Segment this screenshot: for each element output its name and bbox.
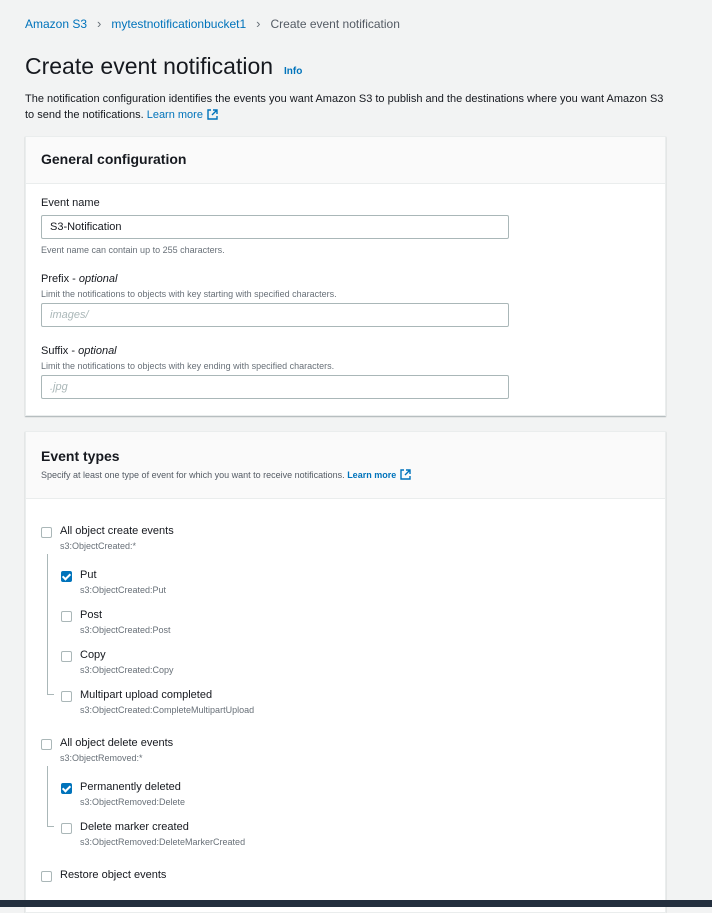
info-link[interactable]: Info bbox=[284, 66, 303, 77]
description-text: The notification configuration identifies the events you want Amazon S3 to publish and the destinations where you want Amazon S3 to send the notifications. bbox=[25, 93, 664, 121]
general-configuration-title: General configuration bbox=[41, 151, 187, 167]
restore-object-checkbox[interactable] bbox=[41, 871, 52, 882]
prefix-input[interactable]: images/ bbox=[41, 303, 509, 327]
all-object-create-label: All object create events bbox=[60, 525, 174, 537]
suffix-label: Suffix - optional bbox=[41, 345, 117, 357]
event-types-title: Event types bbox=[41, 448, 120, 464]
learn-more-link[interactable] bbox=[147, 109, 218, 121]
chevron-right-icon: › bbox=[97, 16, 102, 31]
multipart-upload-checkbox[interactable] bbox=[61, 691, 72, 702]
put-checkbox[interactable] bbox=[61, 571, 72, 582]
all-object-create-checkbox[interactable] bbox=[41, 527, 52, 538]
event-name-hint: Event name can contain up to 255 characters. bbox=[41, 245, 225, 255]
breadcrumb bbox=[25, 16, 400, 31]
panel-header bbox=[26, 432, 665, 499]
delete-marker-checkbox[interactable] bbox=[61, 823, 72, 834]
tree-line bbox=[47, 766, 48, 826]
post-label: Post bbox=[80, 609, 103, 621]
suffix-hint: Limit the notifications to objects with key ending with specified characters. bbox=[41, 361, 335, 371]
restore-object-label: Restore object events bbox=[60, 869, 167, 881]
event-types-panel bbox=[25, 431, 666, 913]
suffix-input[interactable]: .jpg bbox=[41, 375, 509, 399]
delete-marker-code: s3:ObjectRemoved:DeleteMarkerCreated bbox=[80, 837, 246, 847]
copy-label: Copy bbox=[80, 649, 106, 661]
permanently-deleted-checkbox[interactable] bbox=[61, 783, 72, 794]
all-object-delete-code: s3:ObjectRemoved:* bbox=[60, 753, 143, 763]
event-types-subtitle-text: Specify at least one type of event for which you want to receive notifications. bbox=[41, 470, 345, 480]
copy-checkbox[interactable] bbox=[61, 651, 72, 662]
all-object-create-code: s3:ObjectCreated:* bbox=[60, 541, 137, 551]
general-configuration-panel bbox=[25, 136, 666, 416]
external-link-icon bbox=[400, 469, 411, 480]
prefix-optional-text: optional bbox=[78, 273, 118, 285]
post-code: s3:ObjectCreated:Post bbox=[80, 625, 171, 635]
all-object-delete-label: All object delete events bbox=[60, 737, 174, 749]
permanently-deleted-label: Permanently deleted bbox=[80, 781, 181, 793]
breadcrumb-current: Create event notification bbox=[270, 16, 400, 31]
put-label: Put bbox=[80, 569, 97, 581]
permanently-deleted-code: s3:ObjectRemoved:Delete bbox=[80, 797, 186, 807]
event-name-input[interactable]: S3-Notification bbox=[41, 215, 509, 239]
tree-line bbox=[47, 554, 48, 694]
bottom-bar bbox=[0, 900, 712, 907]
chevron-right-icon: › bbox=[256, 16, 261, 31]
tree-line-end bbox=[47, 686, 54, 695]
prefix-hint: Limit the notifications to objects with key starting with specified characters. bbox=[41, 289, 337, 299]
external-link-icon bbox=[207, 109, 218, 120]
put-code: s3:ObjectCreated:Put bbox=[80, 585, 167, 595]
panel-header bbox=[26, 137, 665, 184]
learn-more-label: Learn more bbox=[347, 470, 397, 480]
page-description bbox=[25, 91, 665, 123]
all-object-delete-checkbox[interactable] bbox=[41, 739, 52, 750]
breadcrumb-bucket[interactable]: mytestnotificationbucket1 bbox=[111, 16, 247, 31]
prefix-label: Prefix - optional bbox=[41, 273, 118, 285]
page-title: Create event notification bbox=[25, 53, 274, 79]
delete-marker-label: Delete marker created bbox=[80, 821, 189, 833]
multipart-upload-code: s3:ObjectCreated:CompleteMultipartUpload bbox=[80, 705, 255, 715]
event-types-learn-more-link[interactable] bbox=[347, 470, 411, 480]
multipart-upload-label: Multipart upload completed bbox=[80, 689, 213, 701]
event-types-subtitle bbox=[41, 469, 411, 480]
prefix-label-text: Prefix bbox=[41, 273, 70, 285]
breadcrumb-amazon-s3[interactable]: Amazon S3 bbox=[25, 16, 88, 31]
suffix-label-text: Suffix bbox=[41, 345, 69, 357]
copy-code: s3:ObjectCreated:Copy bbox=[80, 665, 174, 675]
event-name-label: Event name bbox=[41, 197, 100, 209]
learn-more-label: Learn more bbox=[146, 109, 203, 121]
suffix-optional-text: optional bbox=[78, 345, 117, 357]
tree-line-end bbox=[47, 818, 54, 827]
post-checkbox[interactable] bbox=[61, 611, 72, 622]
